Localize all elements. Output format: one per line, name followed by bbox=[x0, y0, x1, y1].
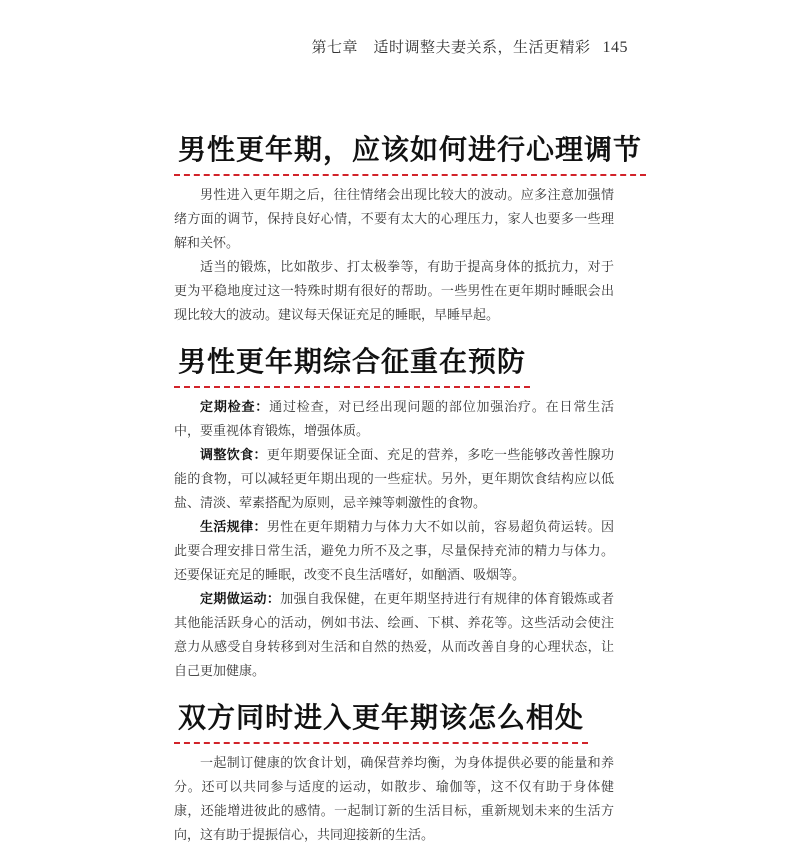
list-item bbox=[174, 588, 614, 684]
section-getting-along bbox=[174, 692, 614, 848]
page-number: 145 bbox=[602, 39, 628, 56]
item-text: 更年期要保证全面、充足的营养，多吃一些能够改善性腺功能的食物，可以减轻更年期出现的一些症状。另外，更年期饮食结构应以低盐、清淡、荤素搭配为原则，忌辛辣等刺激性的食物。 bbox=[174, 448, 614, 511]
paragraph: 一起制订健康的饮食计划，确保营养均衡，为身体提供必要的能量和养分。还可以共同参与适度的运动，如散步、瑜伽等，这不仅有助于身体健康，还能增进彼此的感情。一起制订新的生活目标，重新规划未来的生活方向，这有助于提振信心，共同迎接新的生活。 bbox=[174, 756, 614, 843]
section-psychological-adjustment bbox=[174, 124, 643, 328]
item-term: 生活规律： bbox=[200, 520, 267, 535]
section-heading: 双方同时进入更年期该怎么相处 bbox=[174, 692, 588, 744]
list-item bbox=[174, 444, 614, 516]
running-header bbox=[311, 36, 628, 57]
section-heading: 男性更年期，应该如何进行心理调节 bbox=[174, 124, 646, 176]
section-prevention bbox=[174, 336, 614, 684]
item-text: 通过检查，对已经出现问题的部位加强治疗。在日常生活中，要重视体育锻炼，增强体质。 bbox=[174, 400, 614, 439]
item-term: 调整饮食： bbox=[200, 448, 267, 463]
chapter-title: 第七章 适时调整夫妻关系，生活更精彩 bbox=[311, 38, 591, 56]
list-item bbox=[174, 516, 614, 588]
item-term: 定期检查： bbox=[200, 400, 270, 415]
item-term: 定期做运动： bbox=[200, 592, 281, 607]
item-text: 加强自我保健，在更年期坚持进行有规律的体育锻炼或者其他能活跃身心的活动，例如书法、绘画、下棋、养花等。这些活动会使注意力从感受自身转移到对生活和自然的热爱，从而改善自身的心理状态，让自己更加健康。 bbox=[174, 592, 614, 679]
item-text: 男性在更年期精力与体力大不如以前，容易超负荷运转。因此要合理安排日常生活，避免力所不及之事，尽量保持充沛的精力与体力。还要保证充足的睡眠，改变不良生活嗜好，如酗酒、吸烟等。 bbox=[174, 520, 614, 583]
section-heading: 男性更年期综合征重在预防 bbox=[174, 336, 530, 388]
list-item bbox=[174, 396, 614, 444]
paragraph: 男性进入更年期之后，往往情绪会出现比较大的波动。应多注意加强情绪方面的调节，保持良好心情，不要有太大的心理压力，家人也要多一些理解和关怀。 bbox=[174, 188, 614, 251]
page-content bbox=[174, 112, 643, 848]
paragraph: 适当的锻炼，比如散步、打太极拳等，有助于提高身体的抵抗力，对于更为平稳地度过这一特殊时期有很好的帮助。一些男性在更年期时睡眠会出现比较大的波动。建议每天保证充足的睡眠，早睡早起。 bbox=[174, 260, 614, 323]
